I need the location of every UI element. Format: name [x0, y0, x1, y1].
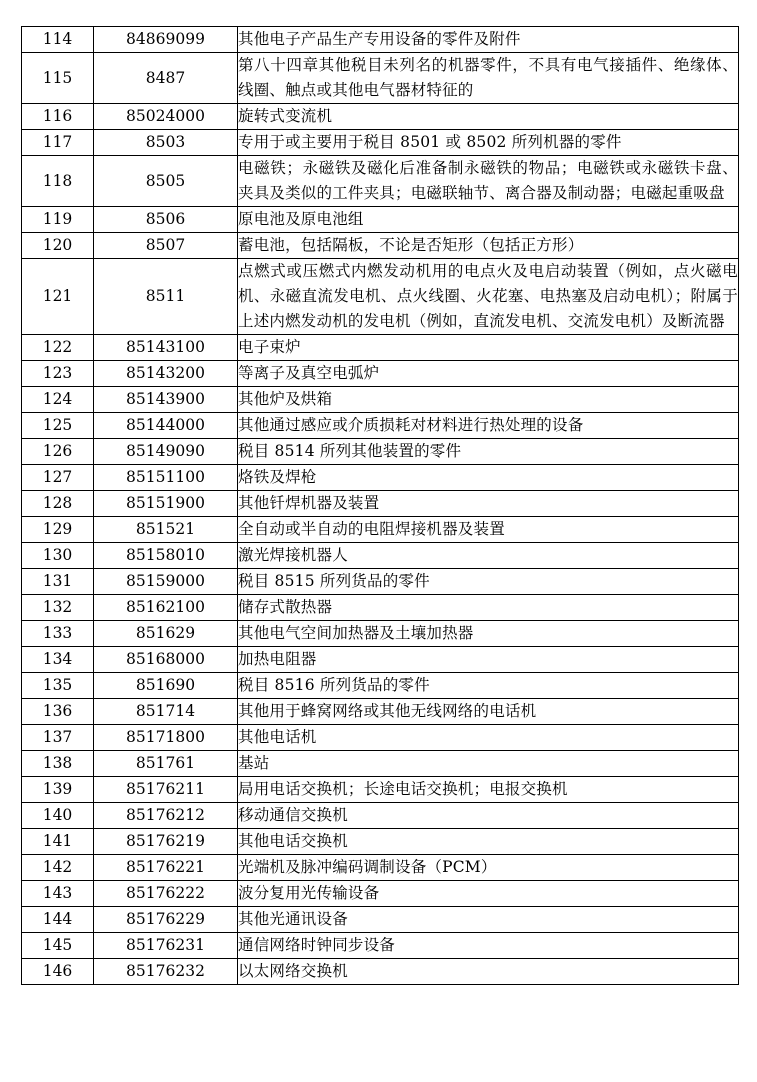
hs-code: 8507 [94, 233, 238, 259]
table-row [22, 413, 739, 439]
table-row [22, 361, 739, 387]
table-row [22, 233, 739, 259]
row-number: 134 [22, 647, 94, 673]
table-row [22, 959, 739, 985]
row-number: 115 [22, 53, 94, 104]
row-number: 130 [22, 543, 94, 569]
table-row [22, 27, 739, 53]
hs-code: 8506 [94, 207, 238, 233]
row-number: 135 [22, 673, 94, 699]
item-description: 储存式散热器 [238, 595, 739, 621]
table-row [22, 130, 739, 156]
item-description: 加热电阻器 [238, 647, 739, 673]
hs-code: 85143900 [94, 387, 238, 413]
table-row [22, 647, 739, 673]
row-number: 141 [22, 829, 94, 855]
hs-code: 85176222 [94, 881, 238, 907]
item-description: 波分复用光传输设备 [238, 881, 739, 907]
table-row [22, 156, 739, 207]
table-row [22, 595, 739, 621]
hs-code: 8511 [94, 259, 238, 335]
item-description: 税目 8515 所列货品的零件 [238, 569, 739, 595]
row-number: 119 [22, 207, 94, 233]
hs-code: 85159000 [94, 569, 238, 595]
item-description: 旋转式变流机 [238, 104, 739, 130]
item-description: 其他电气空间加热器及土壤加热器 [238, 621, 739, 647]
item-description: 其他钎焊机器及装置 [238, 491, 739, 517]
row-number: 137 [22, 725, 94, 751]
row-number: 138 [22, 751, 94, 777]
table-row [22, 803, 739, 829]
hs-code: 85176211 [94, 777, 238, 803]
hs-code: 8487 [94, 53, 238, 104]
item-description: 专用于或主要用于税目 8501 或 8502 所列机器的零件 [238, 130, 739, 156]
item-description: 蓄电池，包括隔板，不论是否矩形（包括正方形） [238, 233, 739, 259]
item-description: 其他电话机 [238, 725, 739, 751]
row-number: 139 [22, 777, 94, 803]
hs-code: 85143100 [94, 335, 238, 361]
table-row [22, 907, 739, 933]
item-description: 以太网络交换机 [238, 959, 739, 985]
row-number: 122 [22, 335, 94, 361]
row-number: 127 [22, 465, 94, 491]
item-description: 其他光通讯设备 [238, 907, 739, 933]
row-number: 124 [22, 387, 94, 413]
row-number: 123 [22, 361, 94, 387]
row-number: 145 [22, 933, 94, 959]
hs-code: 85151100 [94, 465, 238, 491]
table-row [22, 387, 739, 413]
table-row [22, 699, 739, 725]
item-description: 第八十四章其他税目未列名的机器零件，不具有电气接插件、绝缘体、线圈、触点或其他电气器材特征的 [238, 53, 739, 104]
table-row [22, 335, 739, 361]
table-row [22, 621, 739, 647]
table-body [22, 27, 739, 985]
table-row [22, 777, 739, 803]
item-description: 电子束炉 [238, 335, 739, 361]
row-number: 140 [22, 803, 94, 829]
table-row [22, 725, 739, 751]
item-description: 通信网络时钟同步设备 [238, 933, 739, 959]
table-row [22, 259, 739, 335]
hs-code: 851690 [94, 673, 238, 699]
item-description: 其他电话交换机 [238, 829, 739, 855]
item-description: 电磁铁；永磁铁及磁化后准备制永磁铁的物品；电磁铁或永磁铁卡盘、夹具及类似的工件夹具；电磁联轴节、离合器及制动器；电磁起重吸盘 [238, 156, 739, 207]
hs-code: 85149090 [94, 439, 238, 465]
hs-code: 851714 [94, 699, 238, 725]
hs-code: 84869099 [94, 27, 238, 53]
table-row [22, 829, 739, 855]
row-number: 118 [22, 156, 94, 207]
hs-code: 85176231 [94, 933, 238, 959]
table-row [22, 53, 739, 104]
hs-code: 85176219 [94, 829, 238, 855]
row-number: 128 [22, 491, 94, 517]
table-row [22, 439, 739, 465]
hs-code-table [21, 26, 739, 985]
row-number: 120 [22, 233, 94, 259]
row-number: 125 [22, 413, 94, 439]
row-number: 146 [22, 959, 94, 985]
table-row [22, 881, 739, 907]
table-row [22, 751, 739, 777]
item-description: 基站 [238, 751, 739, 777]
item-description: 其他用于蜂窝网络或其他无线网络的电话机 [238, 699, 739, 725]
item-description: 烙铁及焊枪 [238, 465, 739, 491]
item-description: 等离子及真空电弧炉 [238, 361, 739, 387]
hs-code: 85176229 [94, 907, 238, 933]
item-description: 光端机及脉冲编码调制设备（PCM） [238, 855, 739, 881]
item-description: 移动通信交换机 [238, 803, 739, 829]
row-number: 117 [22, 130, 94, 156]
row-number: 133 [22, 621, 94, 647]
table-row [22, 855, 739, 881]
row-number: 116 [22, 104, 94, 130]
hs-code: 851761 [94, 751, 238, 777]
item-description: 局用电话交换机；长途电话交换机；电报交换机 [238, 777, 739, 803]
hs-code: 85143200 [94, 361, 238, 387]
row-number: 142 [22, 855, 94, 881]
item-description: 其他电子产品生产专用设备的零件及附件 [238, 27, 739, 53]
row-number: 144 [22, 907, 94, 933]
item-description: 原电池及原电池组 [238, 207, 739, 233]
item-description: 点燃式或压燃式内燃发动机用的电点火及电启动装置（例如，点火磁电机、永磁直流发电机、点火线圈、火花塞、电热塞及启动电机）；附属于上述内燃发动机的发电机（例如，直流发电机、交流发电机）及断流器 [238, 259, 739, 335]
hs-code: 85162100 [94, 595, 238, 621]
table-row [22, 517, 739, 543]
item-description: 税目 8516 所列货品的零件 [238, 673, 739, 699]
hs-code: 851629 [94, 621, 238, 647]
table-row [22, 673, 739, 699]
table-row [22, 465, 739, 491]
row-number: 129 [22, 517, 94, 543]
hs-code: 85176232 [94, 959, 238, 985]
hs-code: 8503 [94, 130, 238, 156]
item-description: 其他通过感应或介质损耗对材料进行热处理的设备 [238, 413, 739, 439]
row-number: 114 [22, 27, 94, 53]
table-row [22, 543, 739, 569]
table-row [22, 491, 739, 517]
hs-code: 85024000 [94, 104, 238, 130]
row-number: 132 [22, 595, 94, 621]
hs-code: 851521 [94, 517, 238, 543]
row-number: 136 [22, 699, 94, 725]
table-row [22, 569, 739, 595]
hs-code: 85151900 [94, 491, 238, 517]
hs-code: 85176212 [94, 803, 238, 829]
hs-code: 85158010 [94, 543, 238, 569]
hs-code: 85176221 [94, 855, 238, 881]
item-description: 税目 8514 所列其他装置的零件 [238, 439, 739, 465]
row-number: 131 [22, 569, 94, 595]
item-description: 其他炉及烘箱 [238, 387, 739, 413]
table-row [22, 933, 739, 959]
table-row [22, 104, 739, 130]
hs-code: 85168000 [94, 647, 238, 673]
row-number: 126 [22, 439, 94, 465]
item-description: 全自动或半自动的电阻焊接机器及装置 [238, 517, 739, 543]
hs-code: 85144000 [94, 413, 238, 439]
item-description: 激光焊接机器人 [238, 543, 739, 569]
hs-code: 8505 [94, 156, 238, 207]
row-number: 121 [22, 259, 94, 335]
hs-code: 85171800 [94, 725, 238, 751]
table-row [22, 207, 739, 233]
row-number: 143 [22, 881, 94, 907]
